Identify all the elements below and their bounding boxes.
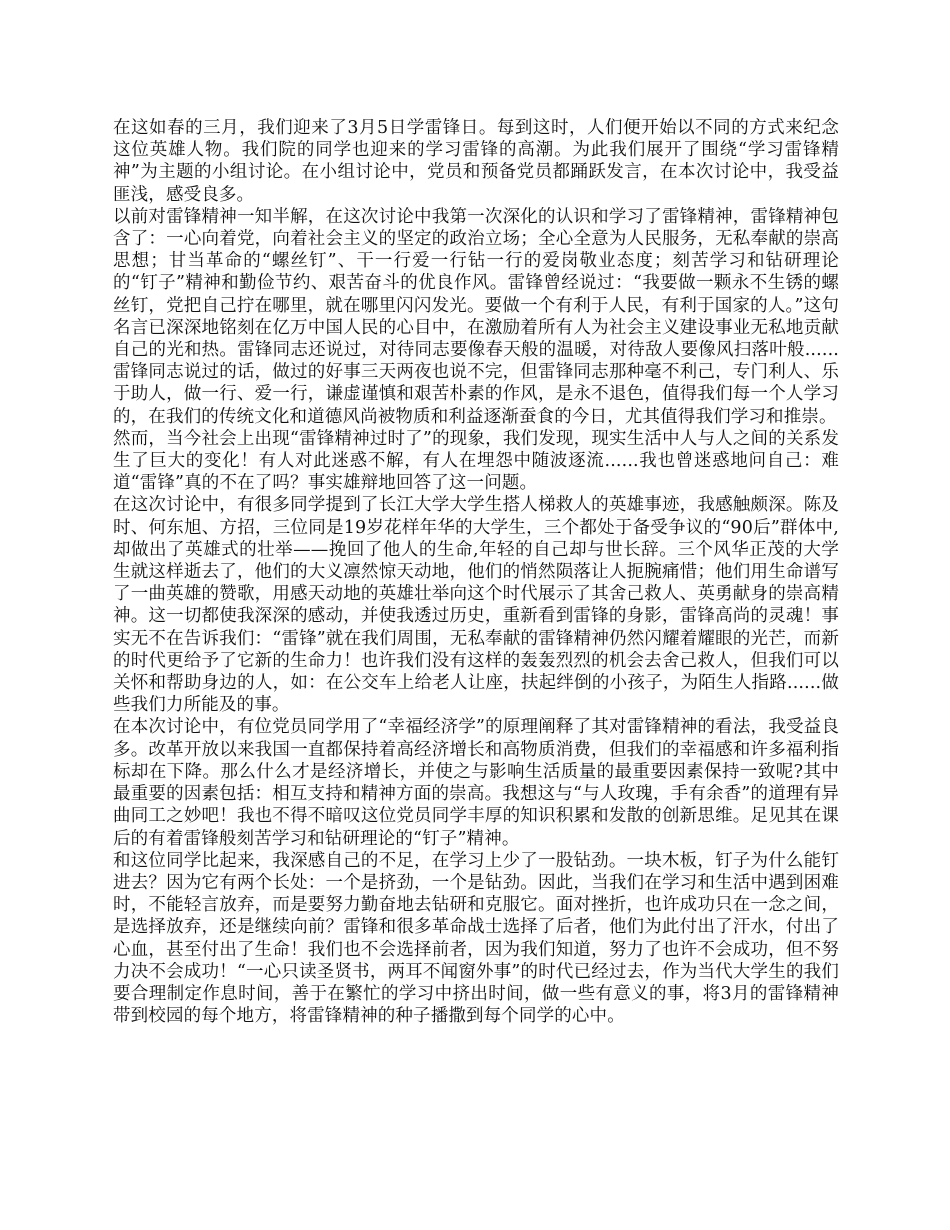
paragraph-6: 和这位同学比起来，我深感自己的不足，在学习上少了一股钻劲。一块木板，钉子为什么能钉进去？因为它有两个长处：一个是挤劲，一个是钻劲。因此，当我们在学习和生活中遇到困难时，不能轻言放弃，而是要努力勤奋地去钻研和克服它。面对挫折，也许成功只在一念之间，是选择放弃，还是继续向前？雷锋和很多革命战士选择了后者，他们为此付出了汗水，付出了心血，甚至付出了生命！我们也不会选择前者，因为我们知道，努力了也许不会成功，但不努力决不会成功！“一心只读圣贤书，两耳不闻窗外事”的时代已经过去，作为当代大学生的我们要合理制定作息时间，善于在繁忙的学习中挤出时间，做一些有意义的事，将3月的雷锋精神带到校园的每个地方，将雷锋精神的种子播撒到每个同学的心中。 (113, 850, 839, 1027)
paragraph-4: 在这次讨论中，有很多同学提到了长江大学大学生搭人梯救人的英雄事迹，我感触颇深。陈及时、何东旭、方招，三位同是19岁花样年华的大学生，三个都处于备受争议的“90后”群体中,却做出了英雄式的壮举——挽回了他人的生命,年轻的自己却与世长辞。三个风华正茂的大学生就这样逝去了，他们的大义凛然惊天动地，他们的悄然陨落让人扼腕痛惜；他们用生命谱写了一曲英雄的赞歌，用感天动地的英雄壮举向这个时代展示了其舍己救人、英勇献身的崇高精神。这一切都使我深深的感动，并使我透过历史，重新看到雷锋的身影，雷锋高尚的灵魂！事实无不在告诉我们：“雷锋”就在我们周围，无私奉献的雷锋精神仍然闪耀着耀眼的光芒，而新的时代更给予了它新的生命力！也许我们没有这样的轰轰烈烈的机会去舍己救人，但我们可以关怀和帮助身边的人，如：在公交车上给老人让座，扶起绊倒的小孩子，为陌生人指路......做些我们力所能及的事。 (113, 495, 839, 716)
document-body (113, 117, 839, 1027)
paragraph-1: 在这如春的三月，我们迎来了3月5日学雷锋日。每到这时，人们便开始以不同的方式来纪念这位英雄人物。我们院的同学也迎来的学习雷锋的高潮。为此我们展开了围绕“学习雷锋精神”为主题的小组讨论。在小组讨论中，党员和预备党员都踊跃发言，在本次讨论中，我受益匪浅，感受良多。 (113, 118, 839, 205)
paragraph-5: 在本次讨论中，有位党员同学用了“幸福经济学”的原理阐释了其对雷锋精神的看法，我受益良多。改革开放以来我国一直都保持着高经济增长和高物质消费，但我们的幸福感和许多福利指标却在下降。那么什么才是经济增长，并使之与影响生活质量的最重要因素保持一致呢?其中最重要的因素包括：相互支持和精神方面的崇高。我想这与“与人玫瑰，手有余香”的道理有异曲同工之妙吧！我也不得不暗叹这位党员同学丰厚的知识积累和发散的创新思维。足见其在课后的有着雷锋般刻苦学习和钻研理论的“钉子”精神。 (113, 717, 839, 849)
paragraph-2: 以前对雷锋精神一知半解，在这次讨论中我第一次深化的认识和学习了雷锋精神，雷锋精神包含了：一心向着党，向着社会主义的坚定的政治立场；全心全意为人民服务，无私奉献的崇高思想；甘当革命的“螺丝钉”、干一行爱一行钻一行的爱岗敬业态度；刻苦学习和钻研理论的“钉子”精神和勤俭节约、艰苦奋斗的优良作风。雷锋曾经说过：“我要做一颗永不生锈的螺丝钉，党把自己拧在哪里，就在哪里闪闪发光。要做一个有利于人民，有利于国家的人。”这句名言已深深地铭刻在亿万中国人民的心目中，在激励着所有人为社会主义建设事业无私地贡献自己的光和热。雷锋同志还说过，对待同志要像春天般的温暖，对待敌人要像风扫落叶般......雷锋同志说过的话，做过的好事三天两夜也说不完，但雷锋同志那种毫不利己，专门利人、乐于助人，做一行、爱一行，谦虚谨慎和艰苦朴素的作风，是永不退色，值得我们每一个人学习的，在我们的传统文化和道德风尚被物质和利益逐渐蚕食的今日，尤其值得我们学习和推崇。 (113, 206, 839, 427)
paragraph-3: 然而，当今社会上出现“雷锋精神过时了”的现象，我们发现，现实生活中人与人之间的关系发生了巨大的变化！有人对此迷惑不解，有人在埋怨中随波逐流......我也曾迷惑地问自己：难道“雷锋”真的不在了吗？事实雄辩地回答了这一问题。 (113, 428, 839, 494)
